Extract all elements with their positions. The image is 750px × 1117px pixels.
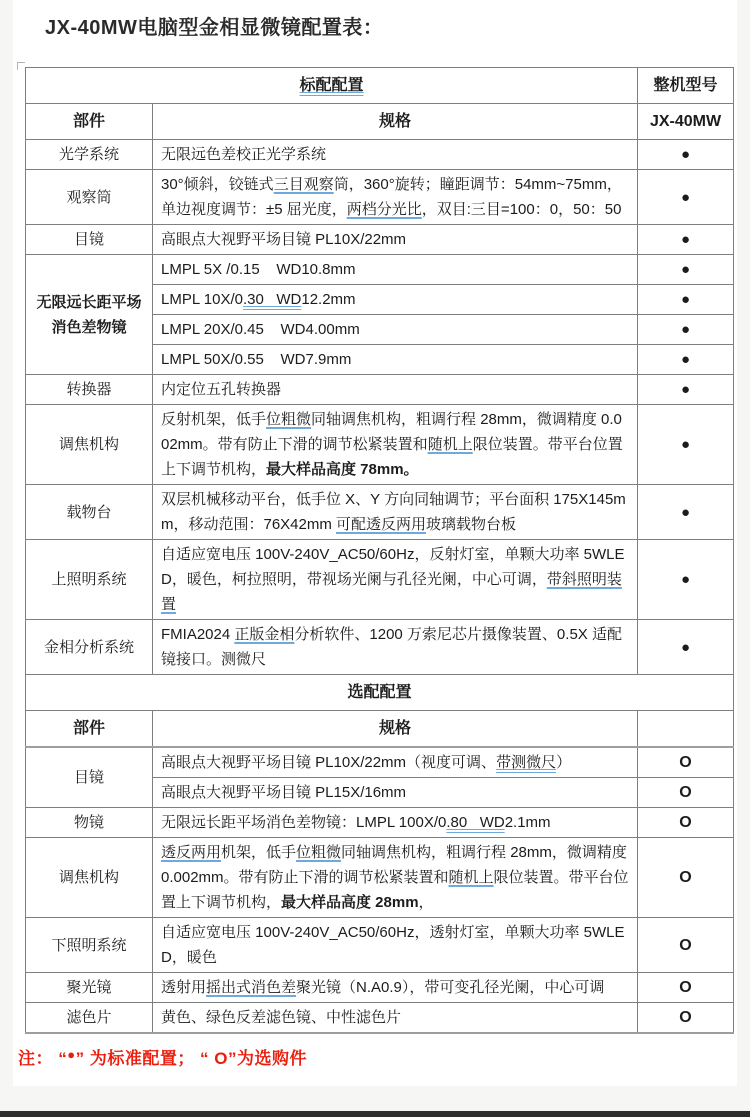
column-header-row <box>26 711 734 748</box>
section-header-label: 选配配置 <box>347 684 412 701</box>
mark-cell: ● <box>638 345 734 375</box>
footnote-text: 注： “ <box>18 1049 68 1068</box>
spec-cell <box>153 540 638 620</box>
spec-text: 位粗微 <box>296 844 342 861</box>
spec-cell <box>153 255 638 285</box>
spec-text: .80 WD <box>446 814 505 831</box>
part-cell: 调焦机构 <box>26 405 153 485</box>
page-card <box>13 0 737 1086</box>
spec-cell <box>153 315 638 345</box>
spec-text: 筒，360°旋转；瞳距调节：54mm~75mm，单边视度调节：±5 屈光度， <box>161 176 622 218</box>
spec-cell <box>153 405 638 485</box>
mark-cell: O <box>638 973 734 1003</box>
table-row <box>26 225 734 255</box>
table-row <box>26 808 734 838</box>
part-cell: 滤色片 <box>26 1003 153 1034</box>
spec-text: 透反两用 <box>161 844 222 861</box>
mark-cell: ● <box>638 140 734 170</box>
spec-text: 最大样品高度 28mm <box>281 894 419 911</box>
spec-cell <box>153 375 638 405</box>
spec-text: 两档分光比 <box>346 201 422 218</box>
spec-text: 无限远色差校正光学系统 <box>161 146 327 163</box>
table-row <box>26 170 734 225</box>
table-row <box>26 375 734 405</box>
spec-text: 带斜照明装置 <box>161 571 622 613</box>
mark-cell: ● <box>638 255 734 285</box>
page-title: JX-40MW电脑型金相显微镜配置表： <box>45 17 384 39</box>
mark-cell: O <box>638 1003 734 1034</box>
column-header-row <box>26 104 734 140</box>
spec-text: LMPL 10X/0 <box>161 291 243 308</box>
section-header-label: 标配配置 <box>299 77 364 94</box>
mark-cell: O <box>638 838 734 918</box>
mark-cell: O <box>638 778 734 808</box>
spec-cell <box>153 778 638 808</box>
spec-text: .30 WD <box>243 291 302 308</box>
mark-cell: ● <box>638 315 734 345</box>
spec-text: 高眼点大视野平场目镜 PL10X/22mm <box>161 231 407 248</box>
mark-cell: ● <box>638 375 734 405</box>
section-header-cell <box>26 675 734 711</box>
table-row <box>26 405 734 485</box>
spec-text: 正版金相 <box>234 626 295 643</box>
spec-cell <box>153 838 638 918</box>
part-cell: 下照明系统 <box>26 918 153 973</box>
table-row <box>26 973 734 1003</box>
spec-text: 30°倾斜，铰链式 <box>161 176 274 193</box>
spec-text: FMIA2024 <box>161 626 235 643</box>
spec-cell <box>153 918 638 973</box>
part-cell: 目镜 <box>26 225 153 255</box>
spec-text: 玻璃载物台板 <box>426 516 517 533</box>
spec-cell <box>153 973 638 1003</box>
mark-cell: O <box>638 808 734 838</box>
spec-text: 随机上 <box>427 436 473 453</box>
model-value-cell <box>638 711 734 748</box>
spec-column-header: 规格 <box>153 711 638 748</box>
mark-cell: O <box>638 747 734 778</box>
model-value-cell: JX-40MW <box>638 104 734 140</box>
part-cell: 光学系统 <box>26 140 153 170</box>
spec-text: 同轴调焦机构，粗调行程 28mm，微调精度 0.002mm。带有防止下滑的调节松紧装置和 <box>161 411 622 453</box>
part-cell: 调焦机构 <box>26 838 153 918</box>
table-row <box>26 620 734 675</box>
spec-cell <box>153 285 638 315</box>
table-row <box>26 918 734 973</box>
table-row <box>26 838 734 918</box>
model-header-cell: 整机型号 <box>638 68 734 104</box>
mark-cell: O <box>638 918 734 973</box>
mark-cell: ● <box>638 540 734 620</box>
spec-text: 高眼点大视野平场目镜 PL10X/22mm（视度可调、 <box>161 754 497 771</box>
spec-text: ，双目:三目=100：0，50：50 <box>421 201 622 218</box>
section-header-cell <box>26 68 638 104</box>
spec-text: 摇出式消色差 <box>206 979 297 996</box>
spec-cell <box>153 808 638 838</box>
spec-text: 内定位五孔转换器 <box>161 381 282 398</box>
spec-text: 机架，低手 <box>221 844 297 861</box>
spec-text: ） <box>556 754 572 771</box>
mark-cell: ● <box>638 285 734 315</box>
part-cell: 上照明系统 <box>26 540 153 620</box>
spec-text: 可配透反两用 <box>336 516 427 533</box>
footnote-text: ● <box>67 1047 76 1062</box>
spec-text: 双层机械移动平台，低手位 X、Y 方向同轴调节；平台面积 175X145mm，移动范围：76X42mm <box>161 491 626 533</box>
part-column-header: 部件 <box>26 711 153 748</box>
part-cell: 聚光镜 <box>26 973 153 1003</box>
spec-text: ， <box>418 894 434 911</box>
footnote-text: ” 为标准配置； “ O”为选购件 <box>75 1049 307 1068</box>
table-body <box>26 68 734 1034</box>
table-row <box>26 747 734 778</box>
part-cell: 转换器 <box>26 375 153 405</box>
footnote <box>18 1044 737 1069</box>
spec-table <box>25 67 734 1034</box>
spec-text: 2.1mm <box>504 814 551 831</box>
spec-text: 高眼点大视野平场目镜 PL15X/16mm <box>161 784 407 801</box>
spec-cell <box>153 1003 638 1034</box>
part-column-header: 部件 <box>26 104 153 140</box>
part-cell: 物镜 <box>26 808 153 838</box>
spec-text: LMPL 20X/0.45 WD4.00mm <box>161 321 360 338</box>
spec-text: 自适应宽电压 100V-240V_AC50/60Hz，透射灯室，单颗大功率 5WLED，暖色 <box>161 924 625 966</box>
spec-cell <box>153 170 638 225</box>
spec-text: 带测微尺 <box>496 754 557 771</box>
spec-text: 限位装置。带平台位置上下调节机构， <box>161 436 623 478</box>
spec-text: 同轴调焦机构，粗调行程 28mm，微调精度 0.002mm。带有防止下滑的调节松紧装置和 <box>161 844 632 886</box>
mark-cell: ● <box>638 225 734 255</box>
mark-cell: ● <box>638 405 734 485</box>
table-row <box>26 1003 734 1034</box>
spec-column-header: 规格 <box>153 104 638 140</box>
part-cell: 观察筒 <box>26 170 153 225</box>
spec-cell <box>153 620 638 675</box>
spec-cell <box>153 747 638 778</box>
spec-text: 分析软件、1200 万索尼芯片摄像装置、0.5X 适配镜接口。测微尺 <box>161 626 622 668</box>
mark-cell: ● <box>638 170 734 225</box>
mark-cell: ● <box>638 620 734 675</box>
spec-text: 无限远长距平场消色差物镜：LMPL 100X/0 <box>161 814 447 831</box>
mark-cell: ● <box>638 485 734 540</box>
spec-text: 12.2mm <box>301 291 356 308</box>
spec-text: 三目观察 <box>273 176 334 193</box>
table-row <box>26 485 734 540</box>
table-row <box>26 255 734 285</box>
spec-text: 位粗微 <box>266 411 312 428</box>
spec-text: 透射用 <box>161 979 207 996</box>
bottom-dark-bar <box>0 1111 750 1117</box>
part-cell: 金相分析系统 <box>26 620 153 675</box>
spec-text: LMPL 5X /0.15 WD10.8mm <box>161 261 356 278</box>
part-cell: 目镜 <box>26 747 153 808</box>
spec-cell <box>153 345 638 375</box>
spec-text: 聚光镜（N.A0.9），带可变孔径光阑，中心可调 <box>296 979 605 996</box>
spec-table-wrapper <box>25 67 733 1034</box>
section-header-row <box>26 675 734 711</box>
table-row <box>26 540 734 620</box>
section-header-row <box>26 68 734 104</box>
spec-text: 最大样品高度 78mm。 <box>266 461 419 478</box>
table-corner-handle-icon <box>17 62 25 70</box>
spec-cell <box>153 140 638 170</box>
part-cell: 载物台 <box>26 485 153 540</box>
part-cell: 无限远长距平场消色差物镜 <box>26 255 153 375</box>
spec-cell <box>153 485 638 540</box>
spec-text: 反射机架，低手 <box>161 411 267 428</box>
spec-text: 黄色、绿色反差滤色镜、中性滤色片 <box>161 1009 402 1026</box>
spec-text: 自适应宽电压 100V-240V_AC50/60Hz，反射灯室，单颗大功率 5WLED，暖色，柯拉照明，带视场光阑与孔径光阑，中心可调， <box>161 546 625 588</box>
spec-text: 随机上 <box>448 869 494 886</box>
table-row <box>26 140 734 170</box>
spec-text: LMPL 50X/0.55 WD7.9mm <box>161 351 352 368</box>
spec-cell <box>153 225 638 255</box>
spec-text: 限位装置。带平台位置上下调节机构， <box>161 869 629 911</box>
